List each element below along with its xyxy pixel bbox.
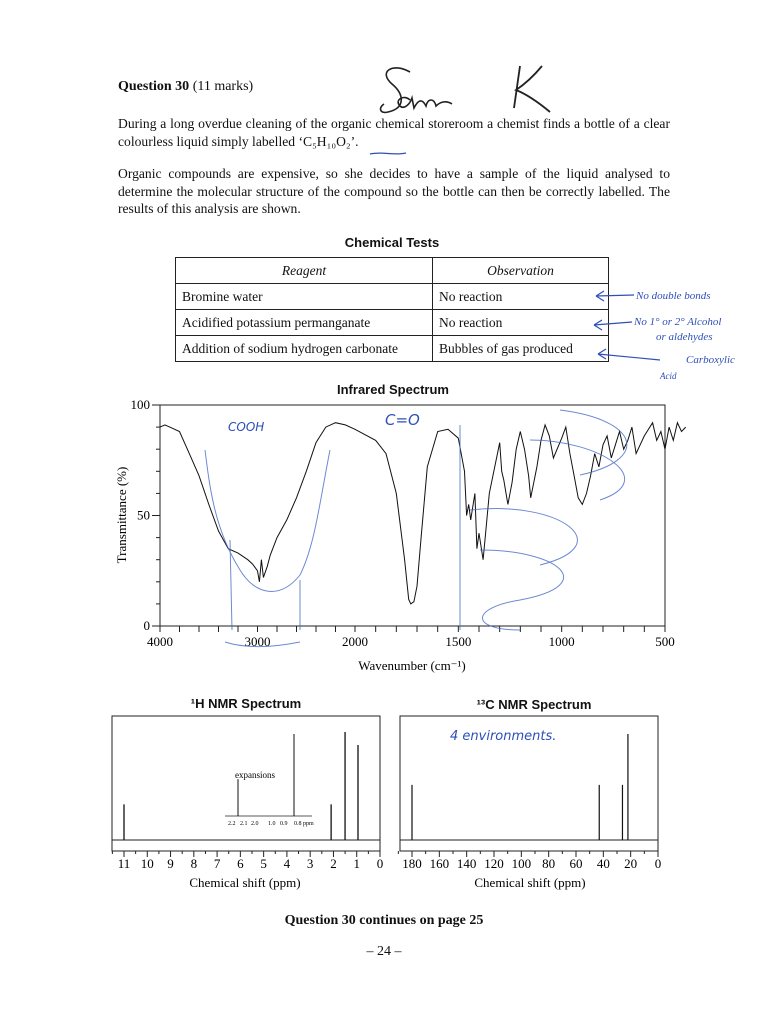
h-nmr-x-tick-label: 1 [353,856,360,871]
arrow-icon [598,349,660,360]
h-nmr-x-tick-label: 10 [140,856,154,871]
ir-y-tick-label: 0 [143,618,150,633]
h-nmr-x-tick-label: 7 [213,856,221,871]
handwritten-signature [370,58,580,120]
question-paragraph-2: Organic compounds are expensive, so she decides to have a sample of the liquid analysed to determine the molecular structure of the compound so the bottle can then be correctly labelled. The results of this analysis are shown. [118,166,670,216]
ir-x-tick-label: 3000 [244,634,271,649]
ir-series-line [160,423,686,604]
ir-x-tick-label: 4000 [147,634,173,649]
c-nmr-x-tick-label: 80 [542,856,556,871]
reagent-cell: Bromine water [176,284,433,310]
ir-y-tick-label: 50 [137,507,150,523]
h-nmr-x-tick-label: 5 [260,856,267,871]
ir-x-tick-label: 1500 [445,634,472,649]
note-aldehydes: or aldehydes [656,331,713,343]
h-nmr-inset-tick-label: 2.1 [240,821,248,827]
ir-x-tick-label: 2000 [342,634,368,649]
question-paragraph-1: During a long overdue cleaning of the organic chemical storeroom a chemist finds a bottle of a clear colourless liquid simply labelled ‘C₅H₁₀O₂’. [118,116,670,149]
table-row [176,284,609,310]
observation-header: Observation [433,258,609,284]
ir-x-tick-label: 500 [655,634,675,649]
c-nmr-x-axis-label: Chemical shift (ppm) [474,875,586,890]
table-row [176,310,609,336]
observation-cell: No reaction [433,310,609,336]
h-nmr-x-tick-label: 9 [167,856,174,871]
h-nmr-inset-label: expansions [235,770,275,780]
reagent-cell: Addition of sodium hydrogen carbonate [176,336,433,362]
h-nmr-inset-tick-label: 0.8 ppm [294,821,314,827]
c-nmr-x-tick-label: 0 [654,856,662,871]
page-number: – 24 – [366,944,402,959]
chemical-tests-table [175,257,609,362]
observation-cell: Bubbles of gas produced [433,336,609,362]
c-nmr-chart [390,712,680,892]
arrow-icon [596,291,634,301]
ir-y-tick-label: 100 [130,397,150,412]
handwritten-underline [368,150,408,158]
h-nmr-x-tick-label: 2 [330,856,337,871]
ir-x-tick-label: 1000 [548,634,575,649]
h-nmr-frame [112,716,380,851]
c-nmr-x-tick-label: 140 [456,856,477,871]
h-nmr-inset-tick-label: 0.9 [280,821,288,827]
c-nmr-x-tick-label: 40 [596,856,610,871]
ir-chart-title: Infrared Spectrum [337,382,449,397]
note-no-double-bonds: No double bonds [636,290,711,302]
ir-plot-frame [160,405,665,626]
reagent-header: Reagent [176,258,433,284]
h-nmr-x-axis-label: Chemical shift (ppm) [189,875,301,890]
ir-spectrum-chart [0,380,768,680]
c-nmr-x-tick-label: 20 [624,856,638,871]
continues-note: Question 30 continues on page 25 [284,913,484,928]
chemical-tests-title: Chemical Tests [344,235,440,250]
c-nmr-x-tick-label: 180 [402,856,422,871]
c-nmr-x-tick-label: 160 [429,856,450,871]
c-nmr-x-tick-label: 120 [484,856,504,871]
h-nmr-x-tick-label: 4 [283,856,291,871]
h-nmr-x-tick-label: 6 [237,856,244,871]
h-nmr-inset-tick-label: 2.0 [251,821,259,827]
h-nmr-inset-tick-label: 2.2 [228,821,236,827]
note-carboxylic: Carboxylic [686,354,735,366]
ir-x-axis-label: Wavenumber (cm⁻¹) [358,658,466,673]
ir-note-cooh: COOH [228,420,265,434]
h-nmr-x-tick-label: 3 [306,856,314,871]
handwritten-table-notes [590,282,768,384]
h-nmr-x-tick-label: 11 [117,856,131,871]
h-nmr-chart [0,712,390,892]
ir-y-axis-label: Transmittance (%) [114,466,129,564]
question-heading [118,79,253,95]
h-nmr-x-tick-label: 0 [376,856,384,871]
ir-handwritten-sketch [205,410,627,647]
observation-cell: No reaction [433,284,609,310]
question-label: Question 30 [118,79,190,94]
table-header-row [176,258,609,284]
c-nmr-x-tick-label: 100 [511,856,532,871]
c-nmr-note: 4 environments. [450,729,557,744]
reagent-cell: Acidified potassium permanganate [176,310,433,336]
ir-note-co: C=O [385,411,420,429]
h-nmr-x-tick-label: 8 [190,856,198,871]
question-marks: (11 marks) [192,79,254,94]
note-acid: Acid [660,371,677,381]
c-nmr-title: ¹³C NMR Spectrum [476,697,592,712]
c-nmr-x-tick-label: 60 [569,856,583,871]
table-row [176,336,609,362]
note-no-alcohol: No 1° or 2° Alcohol [634,316,722,328]
arrow-icon [594,320,632,330]
h-nmr-title: ¹H NMR Spectrum [190,696,302,711]
h-nmr-inset-tick-label: 1.0 [268,821,276,827]
